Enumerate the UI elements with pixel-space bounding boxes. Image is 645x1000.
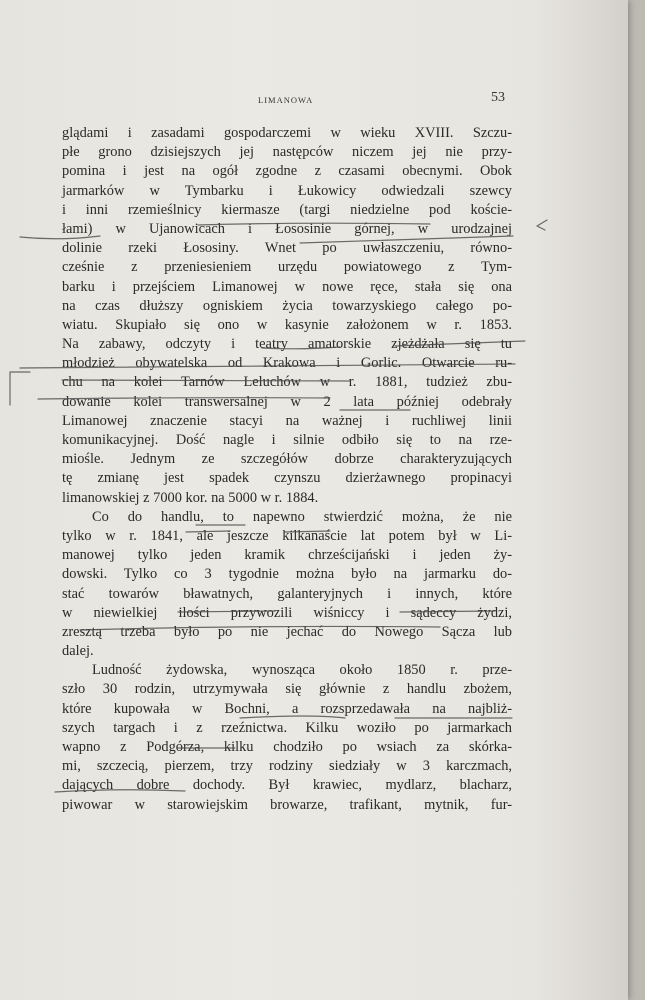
text-line: mi, szczecią, pierzem, trzy rodziny siedziały w 3 karczmach, [62, 758, 512, 775]
text-line: na czas dłuższy ogniskiem życia towarzyskiego całego po- [62, 297, 512, 314]
page-number: 53 [491, 90, 505, 105]
text-line: dalej. [62, 643, 94, 660]
text-line: limanowskiej z 7000 kor. na 5000 w r. 1884. [62, 489, 319, 506]
text-line: miośle. Jednym ze szczegółów dobrze charakteryzujących [62, 451, 512, 468]
text-line: wapno z Podgórza, kilku chodziło po wsiach za skórka- [62, 739, 512, 755]
text-line: młodzież obywatelska od Krakowa i Gorlic. Otwarcie ru- [62, 355, 512, 372]
margin-check-mark [537, 220, 547, 230]
body-text [62, 124, 512, 815]
text-line: w niewielkiej ilości przywozili wiśniccy i sądeccy żydzi, [62, 604, 512, 621]
text-line: płe grono dzisiejszych jej następców niczem jej nie przy- [62, 144, 512, 161]
text-line: manowej tylko jeden kramik chrześcijański i jeden ży- [62, 547, 512, 564]
text-line: jarmarków w Tymbarku i Łukowicy odwiedzali szewcy [62, 182, 512, 199]
text-line: dowski. Tylko co 3 tygodnie można było na jarmarku do- [62, 566, 512, 583]
running-head: LIMANOWA [258, 95, 314, 105]
text-line: Limanowej znaczenie stacyi na ważnej i ruchliwej linii [62, 412, 512, 429]
text-line: które kupowała w Bochni, a rozsprzedawała na najbliż- [62, 700, 512, 717]
text-line: cześnie z przeniesieniem urzędu powiatowego z Tym- [62, 259, 512, 276]
text-line: zresztą trzeba było po nie jechać do Nowego Sącza lub [62, 623, 512, 640]
text-line: chu na kolei Tarnów Leluchów w r. 1881, tudzież zbu- [62, 374, 512, 391]
text-line: barku i przejściem Limanowej w nowe ręce, stała się ona [62, 278, 512, 295]
margin-bracket-mark [10, 372, 30, 405]
text-line: pomina i jest na ogół zgodne z czasami obecnymi. Obok [62, 163, 512, 180]
text-line: tę zmianę jest spadek czynszu dzierżawnego propinacyi [62, 470, 512, 487]
text-line: komunikacyjnej. Dość nagle i silnie odbiło się to na rze- [62, 432, 512, 448]
text-line: glądami i zasadami gospodarczemi w wieku XVIII. Szczu- [62, 125, 512, 141]
text-line: Co do handlu, to napewno stwierdzić można, że nie [92, 508, 512, 525]
page-header [0, 90, 628, 112]
text-line: tylko w r. 1841, ale jeszcze kilkanaście lat potem był w Li- [62, 527, 512, 544]
text-line: piwowar w starowiejskim browarze, trafikant, mytnik, fur- [62, 796, 512, 813]
text-line: dających dobre dochody. Był krawiec, mydlarz, blacharz, [62, 777, 512, 794]
text-line: Ludność żydowska, wynosząca około 1850 r. prze- [92, 662, 512, 679]
text-line: i inni rzemieślnicy kiermasze (targi niedzielne pod koście- [62, 201, 512, 218]
text-line: stać towarów bławatnych, galanteryjnych i innych, które [62, 585, 512, 602]
text-line: wiatu. Skupiało się ono w kasynie założonem w r. 1853. [62, 316, 512, 333]
text-line: łami) w Ujanowicach i Łososinie górnej, w urodzajnej [62, 220, 512, 237]
text-line: szych targach i z rzeźnictwa. Kilku woziło po jarmarkach [62, 719, 512, 736]
text-line: szło 30 rodzin, utrzymywała się głównie z handlu zbożem, [62, 681, 512, 698]
text-line: Na zabawy, odczyty i teatry amatorskie zjeżdżała się tu [62, 336, 512, 353]
text-line: dowanie kolei transwersalnej w 2 lata później odebrały [62, 393, 512, 410]
text-line: dolinie rzeki Łososiny. Wnet po uwłaszczeniu, równo- [62, 240, 512, 257]
